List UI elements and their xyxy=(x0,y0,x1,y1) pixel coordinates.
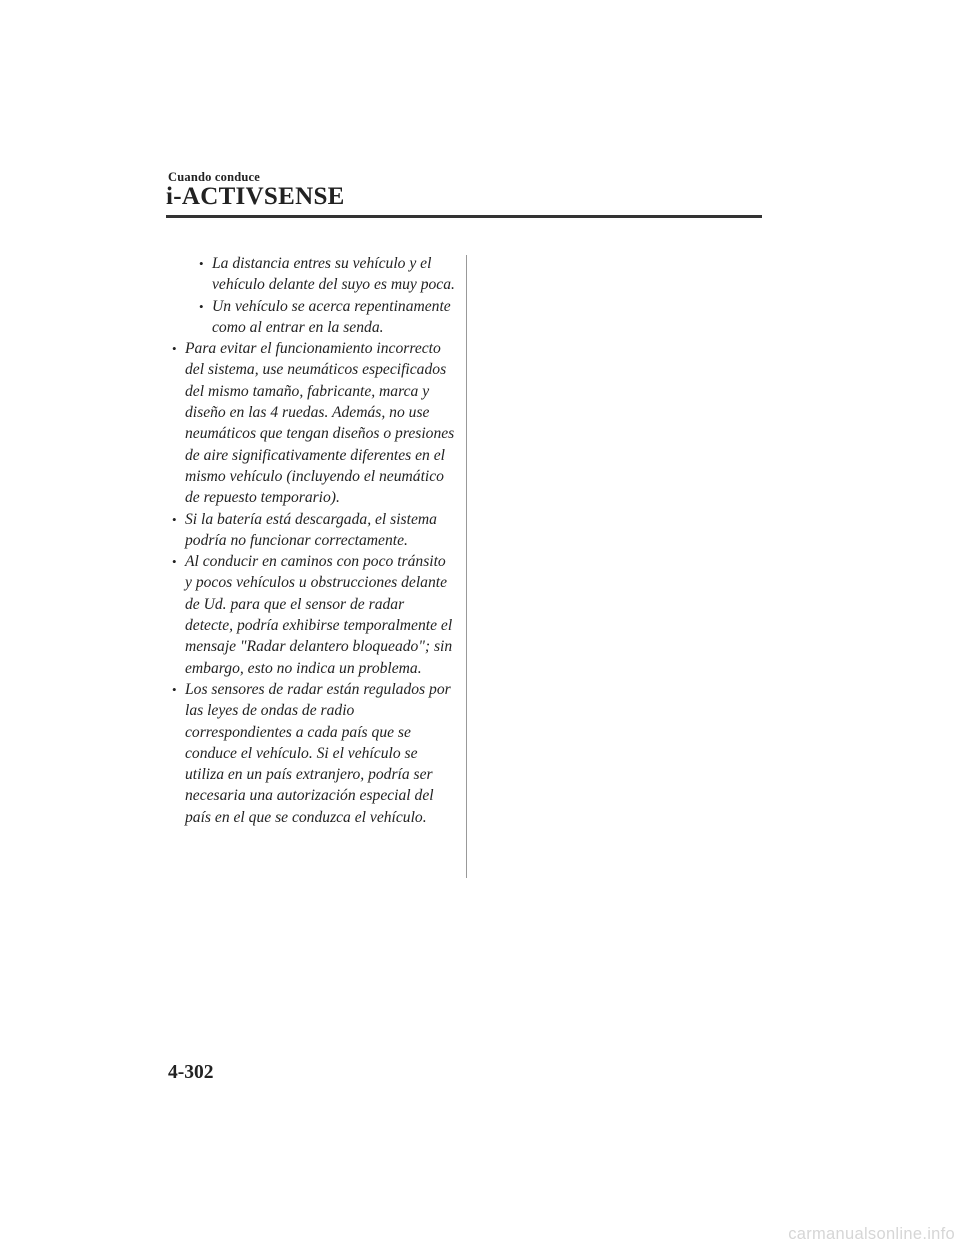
column-divider xyxy=(466,255,467,878)
header-rule xyxy=(166,215,762,218)
list-item xyxy=(171,338,455,508)
sub-list-item xyxy=(185,296,455,339)
list-item xyxy=(171,551,455,679)
bullet-icon: • xyxy=(172,341,177,357)
list-item-text: Para evitar el funcionamiento incorrecto del sistema, use neumáticos especificados del mismo tamaño, fabricante, marca y diseño en las 4 ruedas. Además, no use neumáticos que tengan diseños o presiones de aire significativamente diferentes en el mismo vehículo (incluyendo el neumático de repuesto temporario). xyxy=(185,340,455,507)
sub-bullet-list xyxy=(185,253,455,338)
footer-watermark: carmanualsonline.info xyxy=(788,1225,955,1243)
sub-list-item xyxy=(185,253,455,296)
bullet-list xyxy=(171,253,455,828)
bullet-icon: • xyxy=(172,554,177,570)
bullet-icon: • xyxy=(199,298,204,314)
bullet-icon: • xyxy=(172,681,177,697)
list-item-text: Los sensores de radar están regulados por las leyes de ondas de radio correspondientes a cada país que se conduce el vehículo. Si el vehículo se utiliza en un país extranjero, podría ser necesaria una autorización especial del país en el que se conduzca el vehículo. xyxy=(185,680,451,826)
list-item xyxy=(171,509,455,552)
list-item xyxy=(171,253,455,338)
body-text xyxy=(171,253,455,828)
chapter-title: i-ACTIVSENSE xyxy=(166,183,345,210)
sub-list-item-text: Un vehículo se acerca repentinamente como al entrar en la senda. xyxy=(212,297,451,336)
page-number: 4-302 xyxy=(168,1062,214,1083)
list-item-text: Al conducir en caminos con poco tránsito y pocos vehículos u obstrucciones delante de Ud. para que el sensor de radar detecte, podría exhibirse temporalmente el mensaje "Radar delantero bloqueado"; sin embargo, esto no indica un problema. xyxy=(185,553,453,677)
list-item xyxy=(171,679,455,828)
sub-list-item-text: La distancia entres su vehículo y el vehículo delante del suyo es muy poca. xyxy=(212,255,455,294)
bullet-icon: • xyxy=(172,511,177,527)
list-item-text: Si la batería está descargada, el sistema podría no funcionar correctamente. xyxy=(185,510,437,549)
bullet-icon: • xyxy=(199,256,204,271)
section-label: Cuando conduce xyxy=(168,170,261,184)
